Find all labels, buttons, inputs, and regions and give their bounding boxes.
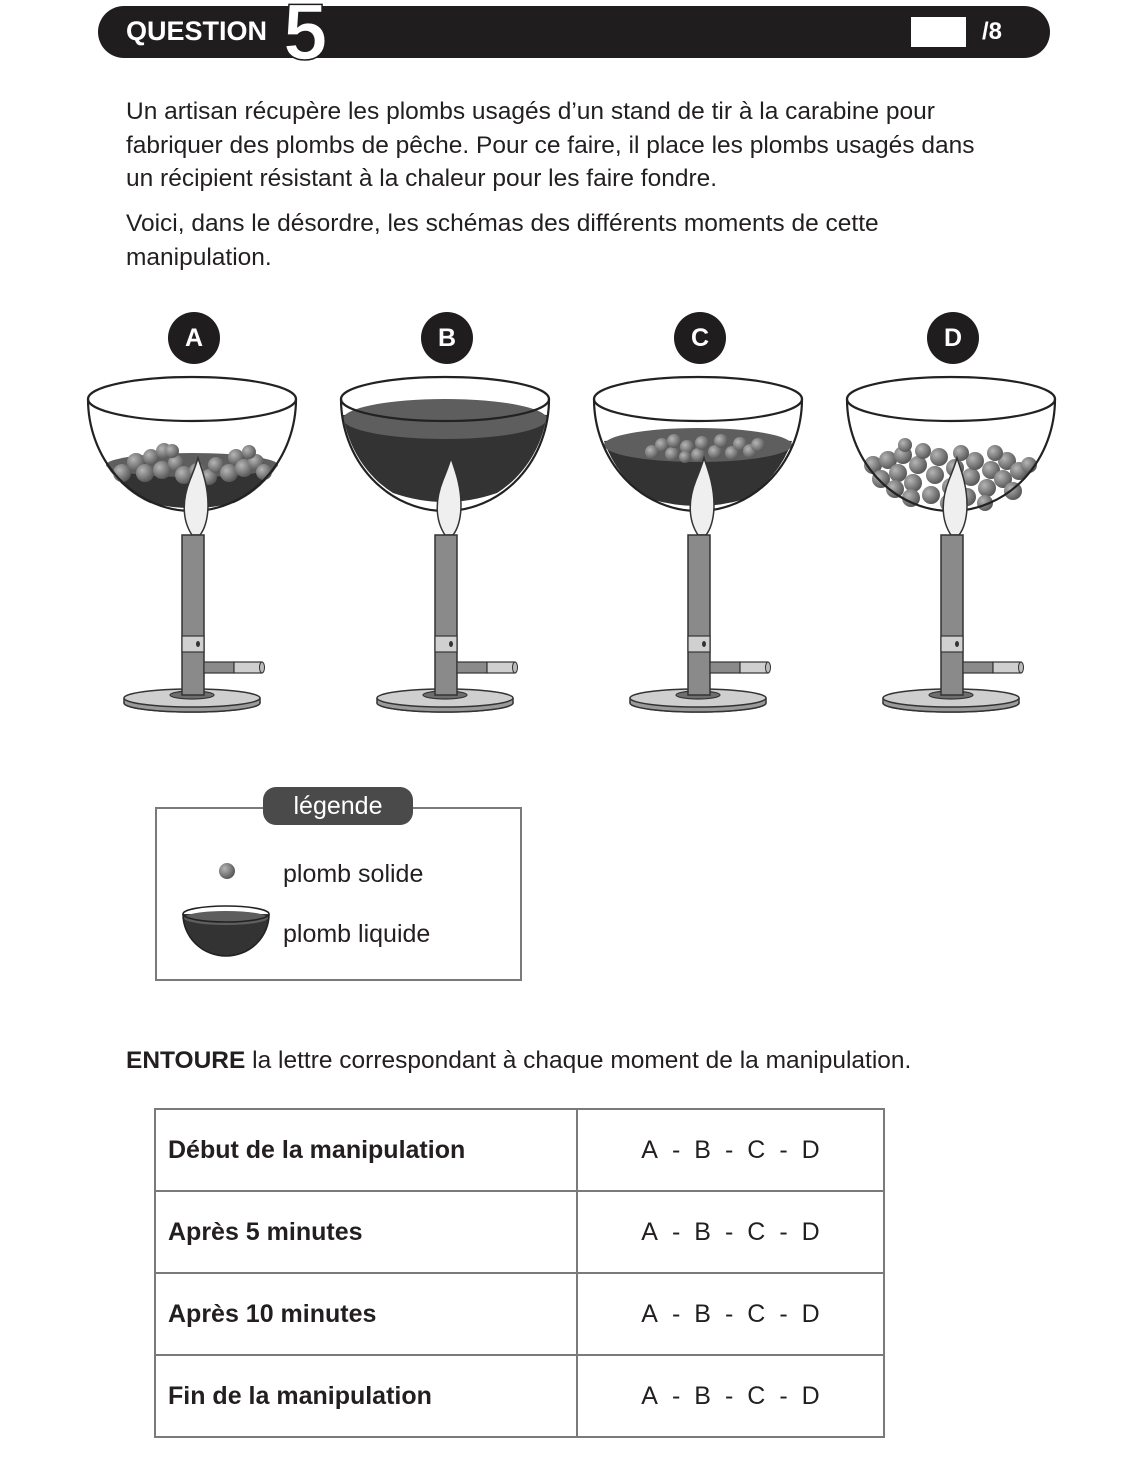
choice-a[interactable]: A (641, 1217, 658, 1246)
choice-cell (577, 1355, 884, 1437)
table-row (155, 1355, 884, 1437)
separator: - (779, 1135, 788, 1164)
figure-letter-badge: B (421, 312, 473, 364)
legend-title: légende (263, 787, 413, 825)
separator: - (671, 1381, 681, 1410)
choice-b[interactable]: B (694, 1381, 711, 1410)
separator: - (779, 1299, 788, 1328)
figure-d (843, 310, 1073, 720)
legend-label-liquid: plomb liquide (283, 920, 431, 948)
choice-c[interactable]: C (747, 1381, 766, 1410)
bowl-and-burner-icon (337, 310, 567, 720)
choice-b[interactable]: B (694, 1299, 711, 1328)
intro-paragraph-1: Un artisan récupère les plombs usagés d’un stand de tir à la carabine pour fabriquer des plombs de pêche. Pour ce faire, il place les plombs usagés dans un récipient résistant à la chaleur pour les faire fondre. (126, 98, 975, 192)
table-row (155, 1273, 884, 1355)
figure-letter-badge: D (927, 312, 979, 364)
separator: - (779, 1381, 788, 1410)
figure-b (337, 310, 567, 720)
score-max: /8 (982, 18, 1003, 45)
choice-d[interactable]: D (801, 1135, 820, 1164)
separator: - (724, 1299, 734, 1328)
choice-a[interactable]: A (641, 1381, 658, 1410)
question-number: 5 (283, 0, 328, 76)
figure-letter-badge: C (674, 312, 726, 364)
instruction-rest: la lettre correspondant à chaque moment de la manipulation. (245, 1047, 912, 1074)
instruction-bold: ENTOURE (126, 1047, 246, 1074)
solid-bead-icon (216, 860, 238, 882)
choice-cell (577, 1109, 884, 1191)
choice-cell (577, 1273, 884, 1355)
instruction-text (126, 1047, 911, 1075)
choice-c[interactable]: C (747, 1135, 766, 1164)
row-label: Après 5 minutes (155, 1191, 577, 1273)
separator: - (724, 1135, 734, 1164)
separator: - (671, 1135, 681, 1164)
row-label: Après 10 minutes (155, 1273, 577, 1355)
figure-a (84, 310, 314, 720)
bowl-and-burner-icon (843, 310, 1073, 720)
row-label: Fin de la manipulation (155, 1355, 577, 1437)
choice-cell (577, 1191, 884, 1273)
question-label: QUESTION (126, 16, 268, 46)
separator: - (724, 1381, 734, 1410)
choice-c[interactable]: C (747, 1217, 766, 1246)
separator: - (671, 1299, 681, 1328)
bowl-and-burner-icon (84, 310, 314, 720)
separator: - (779, 1217, 788, 1246)
choice-c[interactable]: C (747, 1299, 766, 1328)
legend-label-solid: plomb solide (283, 860, 424, 888)
figure-c (590, 310, 820, 720)
choice-d[interactable]: D (801, 1381, 820, 1410)
answer-table (154, 1108, 885, 1438)
separator: - (671, 1217, 681, 1246)
choice-a[interactable]: A (641, 1135, 658, 1164)
choice-d[interactable]: D (801, 1299, 820, 1328)
score-input-box[interactable] (911, 17, 966, 47)
bowl-and-burner-icon (590, 310, 820, 720)
choice-a[interactable]: A (641, 1299, 658, 1328)
liquid-bowl-icon (180, 902, 272, 960)
table-row (155, 1191, 884, 1273)
table-row (155, 1109, 884, 1191)
figure-letter-badge: A (168, 312, 220, 364)
intro-paragraph-2: Voici, dans le désordre, les schémas des différents moments de cette manipulation. (126, 210, 879, 271)
row-label: Début de la manipulation (155, 1109, 577, 1191)
choice-b[interactable]: B (694, 1217, 711, 1246)
choice-b[interactable]: B (694, 1135, 711, 1164)
choice-d[interactable]: D (801, 1217, 820, 1246)
separator: - (724, 1217, 734, 1246)
